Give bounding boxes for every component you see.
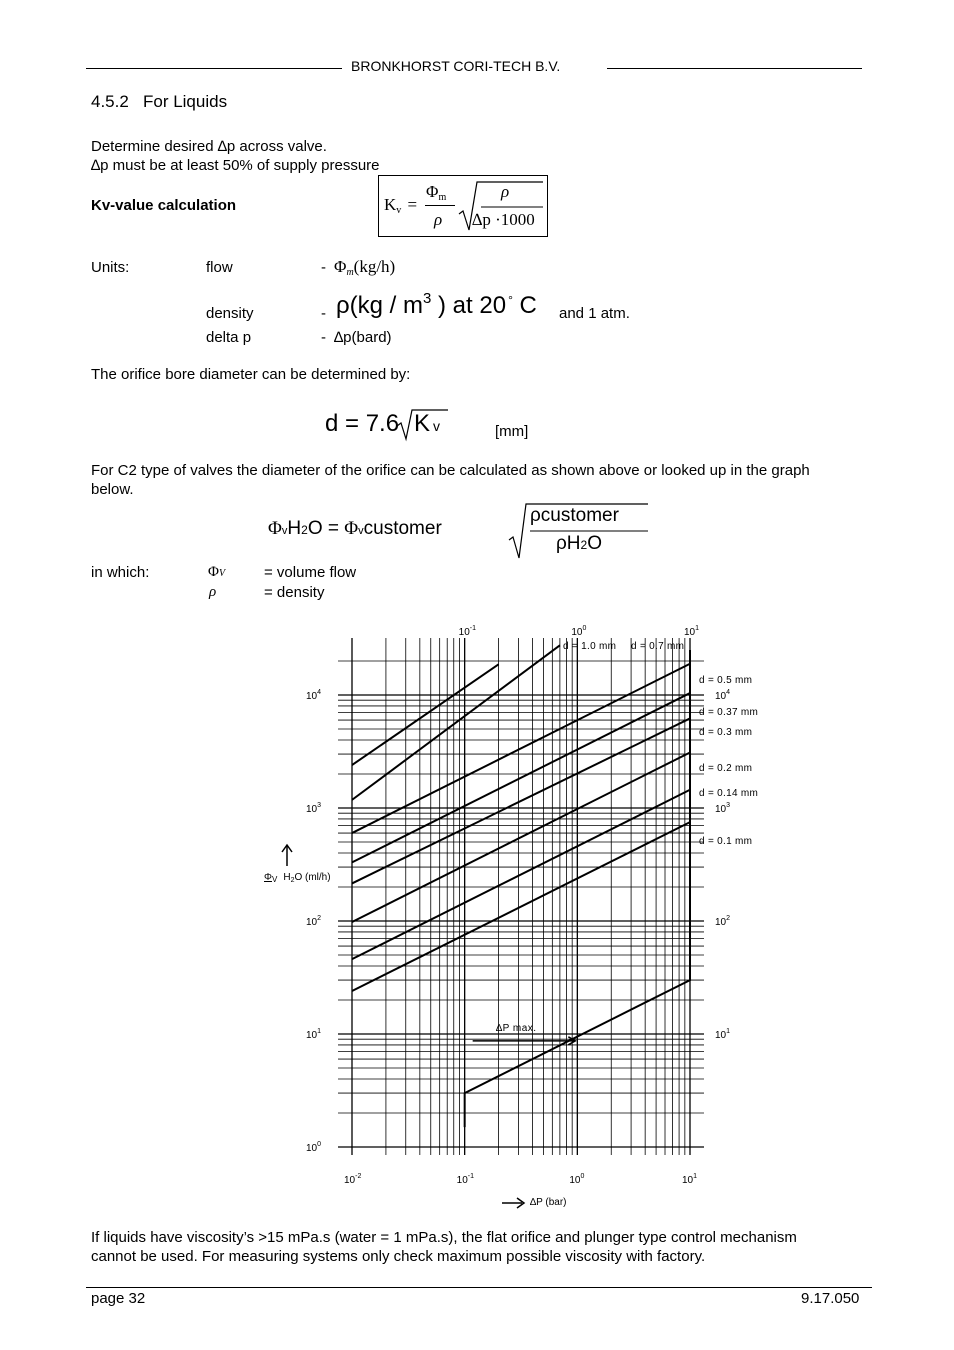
units-deltap-dash: - bbox=[321, 329, 326, 346]
section-title: 4.5.2 For Liquids bbox=[91, 92, 228, 111]
x-tick-label: $10^{-2}$ bbox=[344, 1173, 362, 1186]
inwhich-sym1: ΦV bbox=[208, 564, 226, 580]
units-density-label: density bbox=[206, 305, 254, 322]
c2-formula-lhs: ΦvH2O = Φvcustomer bbox=[268, 518, 442, 539]
units-label: Units: bbox=[91, 259, 130, 276]
units-flow-label: flow bbox=[206, 259, 233, 276]
units-deltap-label: delta p bbox=[206, 329, 252, 346]
units-density-note: and 1 atm. bbox=[559, 305, 630, 322]
y-tick-label: $10^0$ bbox=[306, 1141, 322, 1154]
kv-den: ρ bbox=[434, 210, 443, 229]
y-tick-label-right: $10^3$ bbox=[715, 802, 731, 815]
footer-rule bbox=[86, 1287, 872, 1288]
orifice-unit: [mm] bbox=[495, 423, 529, 440]
series-line bbox=[352, 645, 560, 800]
x-tick-label: $10^1$ bbox=[682, 1173, 698, 1186]
y-tick-label: $10^3$ bbox=[306, 802, 322, 815]
orifice-formula-lhs: d = 7.6 bbox=[325, 410, 400, 437]
footer-doc: 9.17.050 bbox=[801, 1290, 860, 1307]
y-tick-label-right: $10^2$ bbox=[715, 915, 731, 928]
y-tick-label: $10^1$ bbox=[306, 1028, 322, 1041]
series-label: d = 1.0 mm bbox=[563, 641, 617, 652]
series-line bbox=[352, 790, 690, 959]
series-label: d = 0.1 mm bbox=[699, 836, 753, 847]
orifice-text: The orifice bore diameter can be determined by: bbox=[91, 366, 411, 383]
series-label: d = 0.3 mm bbox=[699, 727, 753, 738]
units-deltap-value: ∆p(bard) bbox=[334, 329, 392, 346]
chart-series bbox=[352, 645, 690, 1127]
closing-line-1: If liquids have viscosity’s >15 mPa.s (water = 1 mPa.s), the flat orifice and plunger type control mechanism bbox=[91, 1229, 797, 1246]
c2-formula-den: ρH2O bbox=[556, 533, 602, 554]
c2-line-1: For C2 type of valves the diameter of the orifice can be calculated as shown above or looked up in the graph bbox=[91, 462, 810, 479]
kv-num: Φ bbox=[426, 182, 439, 201]
kv-eq: = bbox=[407, 195, 418, 214]
x-tick-label-top: $10^1$ bbox=[684, 625, 700, 638]
series-label: d = 0.37 mm bbox=[699, 707, 759, 718]
series-label: d = 0.7 mm bbox=[631, 641, 685, 652]
series-label: d = 0.5 mm bbox=[699, 675, 753, 686]
c2-line-2: below. bbox=[91, 481, 134, 498]
c2-formula-num: ρcustomer bbox=[530, 505, 619, 526]
kv-num-sub: m bbox=[438, 192, 447, 203]
units-density-dash: - bbox=[321, 305, 326, 322]
inwhich-sym2: ρ bbox=[209, 584, 217, 600]
x-tick-label-top: $10^0$ bbox=[571, 625, 587, 638]
footer-page: page 32 bbox=[91, 1290, 146, 1307]
y-tick-label: $10^4$ bbox=[306, 689, 322, 702]
chart-grid bbox=[338, 638, 704, 1155]
kv-root-den: ∆p ·1000 bbox=[472, 210, 535, 229]
y-axis-label: $\Phi_V$ $H_2O$ (ml/h) bbox=[264, 872, 331, 884]
inwhich-desc1: = volume flow bbox=[264, 564, 357, 581]
x-tick-label: $10^0$ bbox=[569, 1173, 585, 1186]
intro-line-1: Determine desired ∆p across valve. bbox=[91, 138, 327, 155]
header-company: BRONKHORST CORI-TECH B.V. bbox=[351, 58, 561, 74]
units-density-value: $\rho(kg / m^3$ ) at 20 ° C bbox=[336, 290, 537, 319]
units-flow-dash: - bbox=[321, 259, 326, 276]
kv-label: Kv-value calculation bbox=[91, 197, 237, 214]
x-tick-label-top: $10^{-1}$ bbox=[458, 625, 477, 638]
pmax-annotation: ∆P max. bbox=[496, 1023, 537, 1034]
x-tick-label: $10^{-1}$ bbox=[456, 1173, 475, 1186]
y-tick-label-right: $10^4$ bbox=[715, 689, 731, 702]
kv-lhs: K bbox=[384, 195, 397, 214]
series-line bbox=[352, 718, 690, 883]
kv-root-num: ρ bbox=[501, 182, 510, 201]
kv-lhs-sub: v bbox=[396, 205, 402, 216]
series-label: d = 0.2 mm bbox=[699, 763, 753, 774]
inwhich-desc2: = density bbox=[264, 584, 325, 601]
intro-line-2: ∆p must be at least 50% of supply pressure bbox=[91, 157, 380, 174]
inwhich-label: in which: bbox=[91, 564, 150, 581]
x-axis-label: ∆P (bar) bbox=[530, 1197, 567, 1208]
orifice-formula-root: Kv bbox=[414, 410, 441, 437]
closing-line-2: cannot be used. For measuring systems only check maximum possible viscosity with factory. bbox=[91, 1248, 706, 1265]
y-tick-label: $10^2$ bbox=[306, 915, 322, 928]
y-tick-label-right: $10^1$ bbox=[715, 1028, 731, 1041]
series-line bbox=[352, 664, 499, 765]
series-label: d = 0.14 mm bbox=[699, 788, 759, 799]
units-flow-value: Φm(kg/h) bbox=[334, 257, 396, 278]
